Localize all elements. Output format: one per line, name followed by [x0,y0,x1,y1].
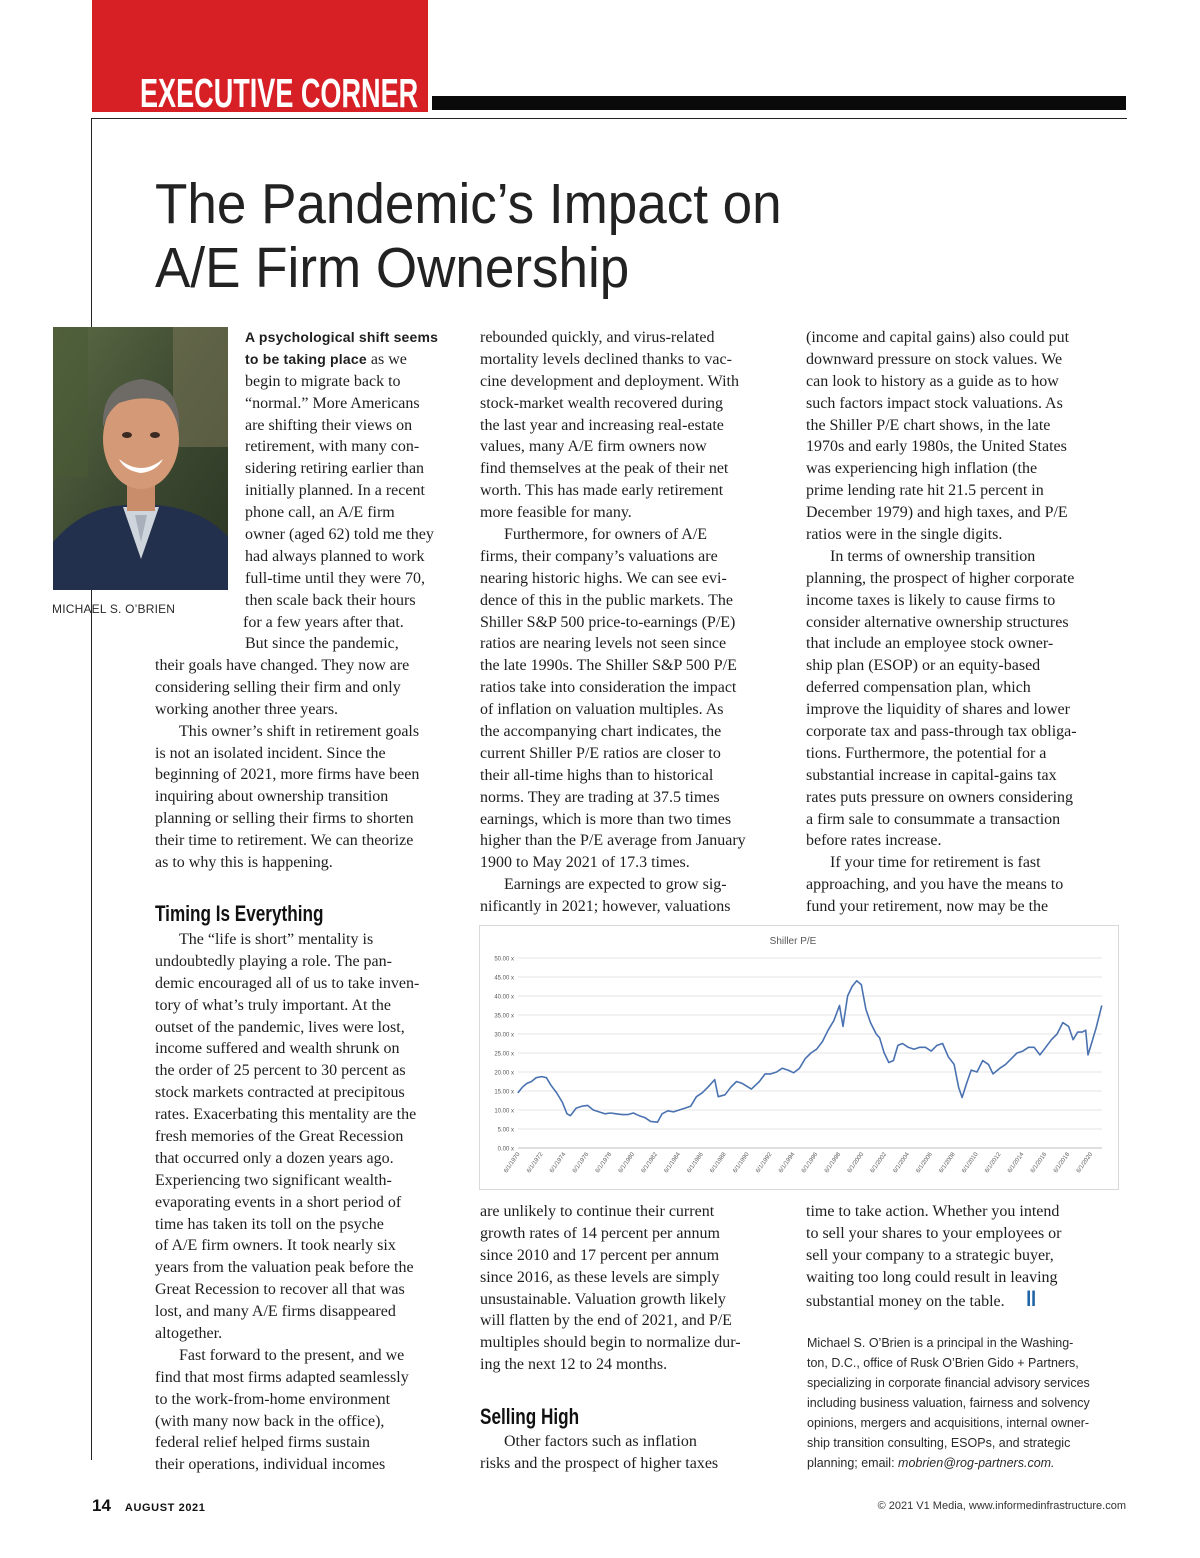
text-line: dence of this in the public markets. The [480,591,733,609]
text-line: rebounded quickly, and virus-related [480,329,715,346]
text-line: earnings, which is more than two times [480,810,732,828]
text-line: of A/E firm owners. It took nearly six [155,1237,396,1255]
text-line: had always planned to work [245,547,425,565]
text-line: that include an employee stock owner- [806,635,1054,653]
text-line: rates. Exacerbating this mentality are the [155,1106,417,1124]
text-line: prime lending rate hit 21.5 percent in [806,482,1044,500]
text-line: waiting too long could result in leaving [806,1268,1058,1286]
text-line: to sell your shares to your employees or [806,1224,1062,1242]
text-line: the accompanying chart indicates, the [480,723,722,741]
text-line: since 2016, as these levels are simply [480,1268,720,1286]
text-line: The “life is short” mentality is [179,931,374,948]
issue-date: AUGUST 2021 [124,1502,206,1514]
text-line: substantial money on the table. [806,1292,1005,1310]
text-line: more feasible for many. [480,504,632,522]
text-line: growth rates of 14 percent per annum [480,1224,720,1242]
chart-y-tick-label: 20.00 x [494,1070,514,1077]
chart-x-tick-label: 6/1/1970 [503,1151,522,1175]
column-1-body [155,655,460,874]
chart-x-tick-label: 6/1/2018 [1052,1151,1072,1175]
bio-line: opinions, mergers and acquisitions, internal owner- [807,1416,1090,1430]
chart-y-tick-label: 50.00 x [494,956,514,963]
text-line: improve the liquidity of shares and lower [806,701,1070,719]
text-line: worth. This has made early retirement [480,482,724,500]
text-line: inquiring about ownership transition [155,788,389,806]
text-line: as to why this is happening. [155,854,333,872]
text-line: approaching, and you have the means to [806,876,1064,894]
text-line: years from the valuation peak before the [155,1259,414,1277]
chart-x-tick-label: 6/1/1982 [640,1151,660,1175]
page-number: 14 [92,1496,111,1515]
text-line: are unlikely to continue their current [480,1203,715,1220]
text-line: December 1979) and high taxes, and P/E [806,504,1068,522]
text-line: risks and the prospect of higher taxes [480,1454,719,1472]
text-line: was experiencing high inflation (the [806,460,1038,478]
text-line: before rates increase. [806,832,942,850]
text-line: that occurred only a dozen years ago. [155,1149,394,1167]
text-line: income suffered and wealth shrunk on [155,1040,400,1058]
chart-svg [480,926,1118,1189]
text-line: Experiencing two significant wealth- [155,1171,392,1189]
text-line: since 2010 and 17 percent per annum [480,1246,720,1264]
text-line: sell your company to a strategic buyer, [806,1246,1054,1264]
text-line: nearing historic highs. We can see evi- [480,569,727,587]
text-line: their goals have changed. They now are [155,657,410,674]
text-line: substantial increase in capital-gains tax [806,766,1057,784]
text-line: as we [366,350,407,368]
chart-y-tick-label: 0.00 x [497,1146,514,1153]
text-line: current Shiller P/E ratios are closer to [480,744,721,762]
column-3-top [806,327,1116,918]
chart-x-tick-label: 6/1/1986 [686,1151,705,1175]
bio-line: ship transition consulting, ESOPs, and strategic [807,1436,1071,1450]
chart-x-tick-label: 6/1/1994 [778,1151,797,1175]
text-line: retirement, with many con- [245,438,420,456]
column-2-top [480,327,785,918]
text-line: for a few years after that. [243,613,404,631]
text-line: the order of 25 percent to 30 percent as [155,1062,406,1080]
bio-line: ton, D.C., office of Rusk O’Brien Gido + Partners, [807,1356,1079,1370]
text-line: firms, their company’s valuations are [480,547,718,565]
bio-line: including business valuation, fairness and solvency [807,1396,1090,1410]
text-line: deferred compensation plan, which [806,679,1031,697]
lead-in-text: to be taking place [245,350,367,367]
chart-y-tick-label: 5.00 x [497,1127,514,1134]
bio-line: Michael S. O’Brien is a principal in the Washing- [807,1336,1074,1350]
text-line: to the work-from-home environment [155,1390,391,1408]
author-bio [807,1333,1090,1473]
headline-line: The Pandemic’s Impact on [155,172,782,236]
chart-x-tick-label: 6/1/1978 [594,1151,614,1175]
chart-x-tick-label: 6/1/2002 [869,1151,889,1175]
text-line: Shiller S&P 500 price-to-earnings (P/E) [480,613,736,631]
text-line: In terms of ownership transition [830,547,1036,565]
text-line: tory of what’s truly important. At the [155,996,391,1014]
chart-y-tick-label: 35.00 x [494,1013,514,1020]
text-line: the late 1990s. The Shiller S&P 500 P/E [480,657,737,675]
chart-x-tick-label: 6/1/2014 [1007,1151,1026,1175]
text-line: higher than the P/E average from January [480,832,746,850]
column-2-bottom [480,1201,785,1376]
chart-x-tick-label: 6/1/2012 [984,1151,1003,1175]
text-line: fresh memories of the Great Recession [155,1128,404,1146]
chart-series-line [518,981,1102,1122]
chart-y-tick-label: 45.00 x [494,975,514,982]
chart-x-tick-label: 6/1/2006 [915,1151,934,1175]
text-line: can look to history as a guide as to how [806,372,1059,390]
chart-x-tick-label: 6/1/2004 [892,1151,911,1175]
text-line: stock markets contracted at precipitous [155,1084,405,1102]
text-line: sidering retiring earlier than [245,460,425,478]
text-line: cine development and deployment. With [480,372,739,390]
text-line: evaporating events in a short period of [155,1193,402,1211]
text-line: norms. They are trading at 37.5 times [480,788,720,806]
column-3-bottom [806,1201,1116,1310]
text-line: planning or selling their firms to shorten [155,810,414,828]
text-line: fund your retirement, now may be the [806,898,1049,916]
chart-x-tick-label: 6/1/2008 [938,1151,957,1175]
text-line: beginning of 2021, more firms have been [155,766,420,784]
text-line: begin to migrate back to [245,372,401,390]
text-line: 1970s and early 1980s, the United States [806,438,1067,456]
text-line: the Shiller P/E chart shows, in the late [806,416,1051,434]
copyright-line: © 2021 V1 Media, www.informedinfrastructure.com [877,1500,1126,1512]
text-line: But since the pandemic, [245,635,399,653]
text-line: planning, the prospect of higher corporate [806,569,1075,587]
chart-x-tick-label: 6/1/1998 [823,1151,843,1175]
frame-rule-top [91,118,1127,119]
text-line: This owner’s shift in retirement goals [179,722,420,740]
chart-x-tick-label: 6/1/1974 [549,1151,568,1175]
text-line: values, many A/E firm owners now [480,438,707,456]
text-line: consider alternative ownership structures [806,613,1069,631]
chart-x-tick-label: 6/1/1988 [709,1151,728,1175]
section-label: EXECUTIVE CORNER [140,70,419,116]
text-line: ratios are nearing levels not seen since [480,635,727,653]
text-line: downward pressure on stock values. We [806,350,1063,368]
subhead-timing: Timing Is Everything [155,901,324,926]
text-line: altogether. [155,1325,223,1343]
text-line: then scale back their hours [245,591,416,609]
text-line: their all-time highs than to historical [480,766,714,784]
chart-y-tick-label: 10.00 x [494,1108,514,1115]
chart-y-tick-label: 25.00 x [494,1051,514,1058]
text-line: stock-market wealth recovered during [480,394,724,412]
text-line: (with many now back in the office), [155,1412,385,1430]
text-line: ship plan (ESOP) or an equity-based [806,657,1041,675]
text-line: nificantly in 2021; however, valuations [480,898,731,916]
chart-title: Shiller P/E [769,936,817,947]
text-line: their time to retirement. We can theorize [155,832,414,850]
text-line: time to take action. Whether you intend [806,1203,1060,1220]
text-line: initially planned. In a recent [245,482,425,500]
bio-line: specializing in corporate financial advisory services [807,1376,1090,1390]
text-line: are shifting their views on [245,416,413,434]
text-line: ratios were in the single digits. [806,526,1003,544]
column-2-section [480,1403,785,1475]
article-headline [155,172,829,300]
end-of-article-mark: II [1025,1285,1036,1311]
folio [92,1496,206,1516]
text-line: unsustainable. Valuation growth likely [480,1290,726,1308]
author-email-link[interactable]: mobrien@rog-partners.com. [898,1456,1055,1470]
text-line: corporate tax and pass-through tax obliga- [806,723,1077,741]
chart-x-tick-label: 6/1/1996 [801,1151,820,1175]
text-line: find themselves at the peak of their net [480,460,729,478]
text-line: lost, and many A/E firms disappeared [155,1303,396,1321]
text-line: their operations, individual incomes [155,1456,386,1474]
column-1-section [155,899,460,1476]
chart-x-tick-label: 6/1/1980 [617,1151,637,1175]
headline-line: A/E Firm Ownership [155,236,630,300]
text-line: considering selling their firm and only [155,678,401,696]
text-line: mortality levels declined thanks to vac- [480,350,732,368]
text-line: Other factors such as inflation [504,1433,697,1450]
text-line: of inflation on valuation multiples. As [480,701,724,719]
author-caption: MICHAEL S. O’BRIEN [52,602,176,616]
text-line: If your time for retirement is fast [830,854,1041,872]
text-line: full-time until they were 70, [245,569,425,587]
text-line: income taxes is likely to cause firms to [806,591,1056,609]
chart-y-tick-label: 30.00 x [494,1032,514,1039]
lead-in-text: A psychological shift seems [245,329,439,345]
text-line: is not an isolated incident. Since the [155,744,386,762]
text-line: time has taken its toll on the psyche [155,1215,384,1233]
header-rule [432,96,1126,110]
text-line: ing the next 12 to 24 months. [480,1356,668,1374]
text-line: a firm sale to consummate a transaction [806,810,1061,828]
text-line: phone call, an A/E firm [245,504,395,522]
text-line: (income and capital gains) also could put [806,329,1070,346]
text-line: undoubtedly playing a role. The pan- [155,952,392,970]
text-line: owner (aged 62) told me they [245,526,434,544]
chart-x-tick-label: 6/1/1984 [663,1151,682,1175]
text-line: federal relief helped firms sustain [155,1434,371,1452]
chart-x-tick-label: 6/1/1972 [526,1151,545,1175]
text-line: tions. Furthermore, the potential for a [806,744,1047,762]
text-line: outset of the pandemic, lives were lost, [155,1018,405,1036]
subhead-selling-high: Selling High [480,1404,580,1429]
text-line: Earnings are expected to grow sig- [504,876,727,894]
text-line: Furthermore, for owners of A/E [504,526,708,544]
text-line: demic encouraged all of us to take inven- [155,974,420,992]
chart-x-tick-label: 6/1/2020 [1075,1151,1095,1175]
text-line: working another three years. [155,700,339,718]
shiller-pe-chart [479,925,1119,1190]
text-line: rates puts pressure on owners considering [806,788,1074,806]
text-line: multiples should begin to normalize dur- [480,1334,741,1352]
frame-rule-left [91,118,92,1460]
bio-line: planning; email: [807,1456,899,1470]
chart-x-tick-label: 6/1/2016 [1030,1151,1049,1175]
chart-x-tick-label: 6/1/2000 [846,1151,866,1175]
text-line: the last year and increasing real-estate [480,416,724,434]
text-line: find that most firms adapted seamlessly [155,1368,409,1386]
text-line: will flatten by the end of 2021, and P/E [480,1312,732,1330]
chart-y-tick-label: 40.00 x [494,994,514,1001]
text-line: “normal.” More Americans [245,394,420,412]
chart-y-tick-label: 15.00 x [494,1089,514,1096]
chart-x-tick-label: 6/1/1990 [732,1151,751,1175]
chart-x-tick-label: 6/1/1976 [571,1151,591,1175]
author-photo [53,327,228,590]
column-1-intro [245,327,460,655]
text-line: such factors impact stock valuations. As [806,394,1063,412]
text-line: Fast forward to the present, and we [179,1346,405,1364]
chart-x-tick-label: 6/1/2010 [961,1151,980,1175]
text-line: ratios take into consideration the impact [480,679,737,697]
text-line: 1900 to May 2021 of 17.3 times. [480,854,690,872]
chart-x-tick-label: 6/1/1992 [755,1151,774,1175]
text-line: Great Recession to recover all that was [155,1281,405,1299]
